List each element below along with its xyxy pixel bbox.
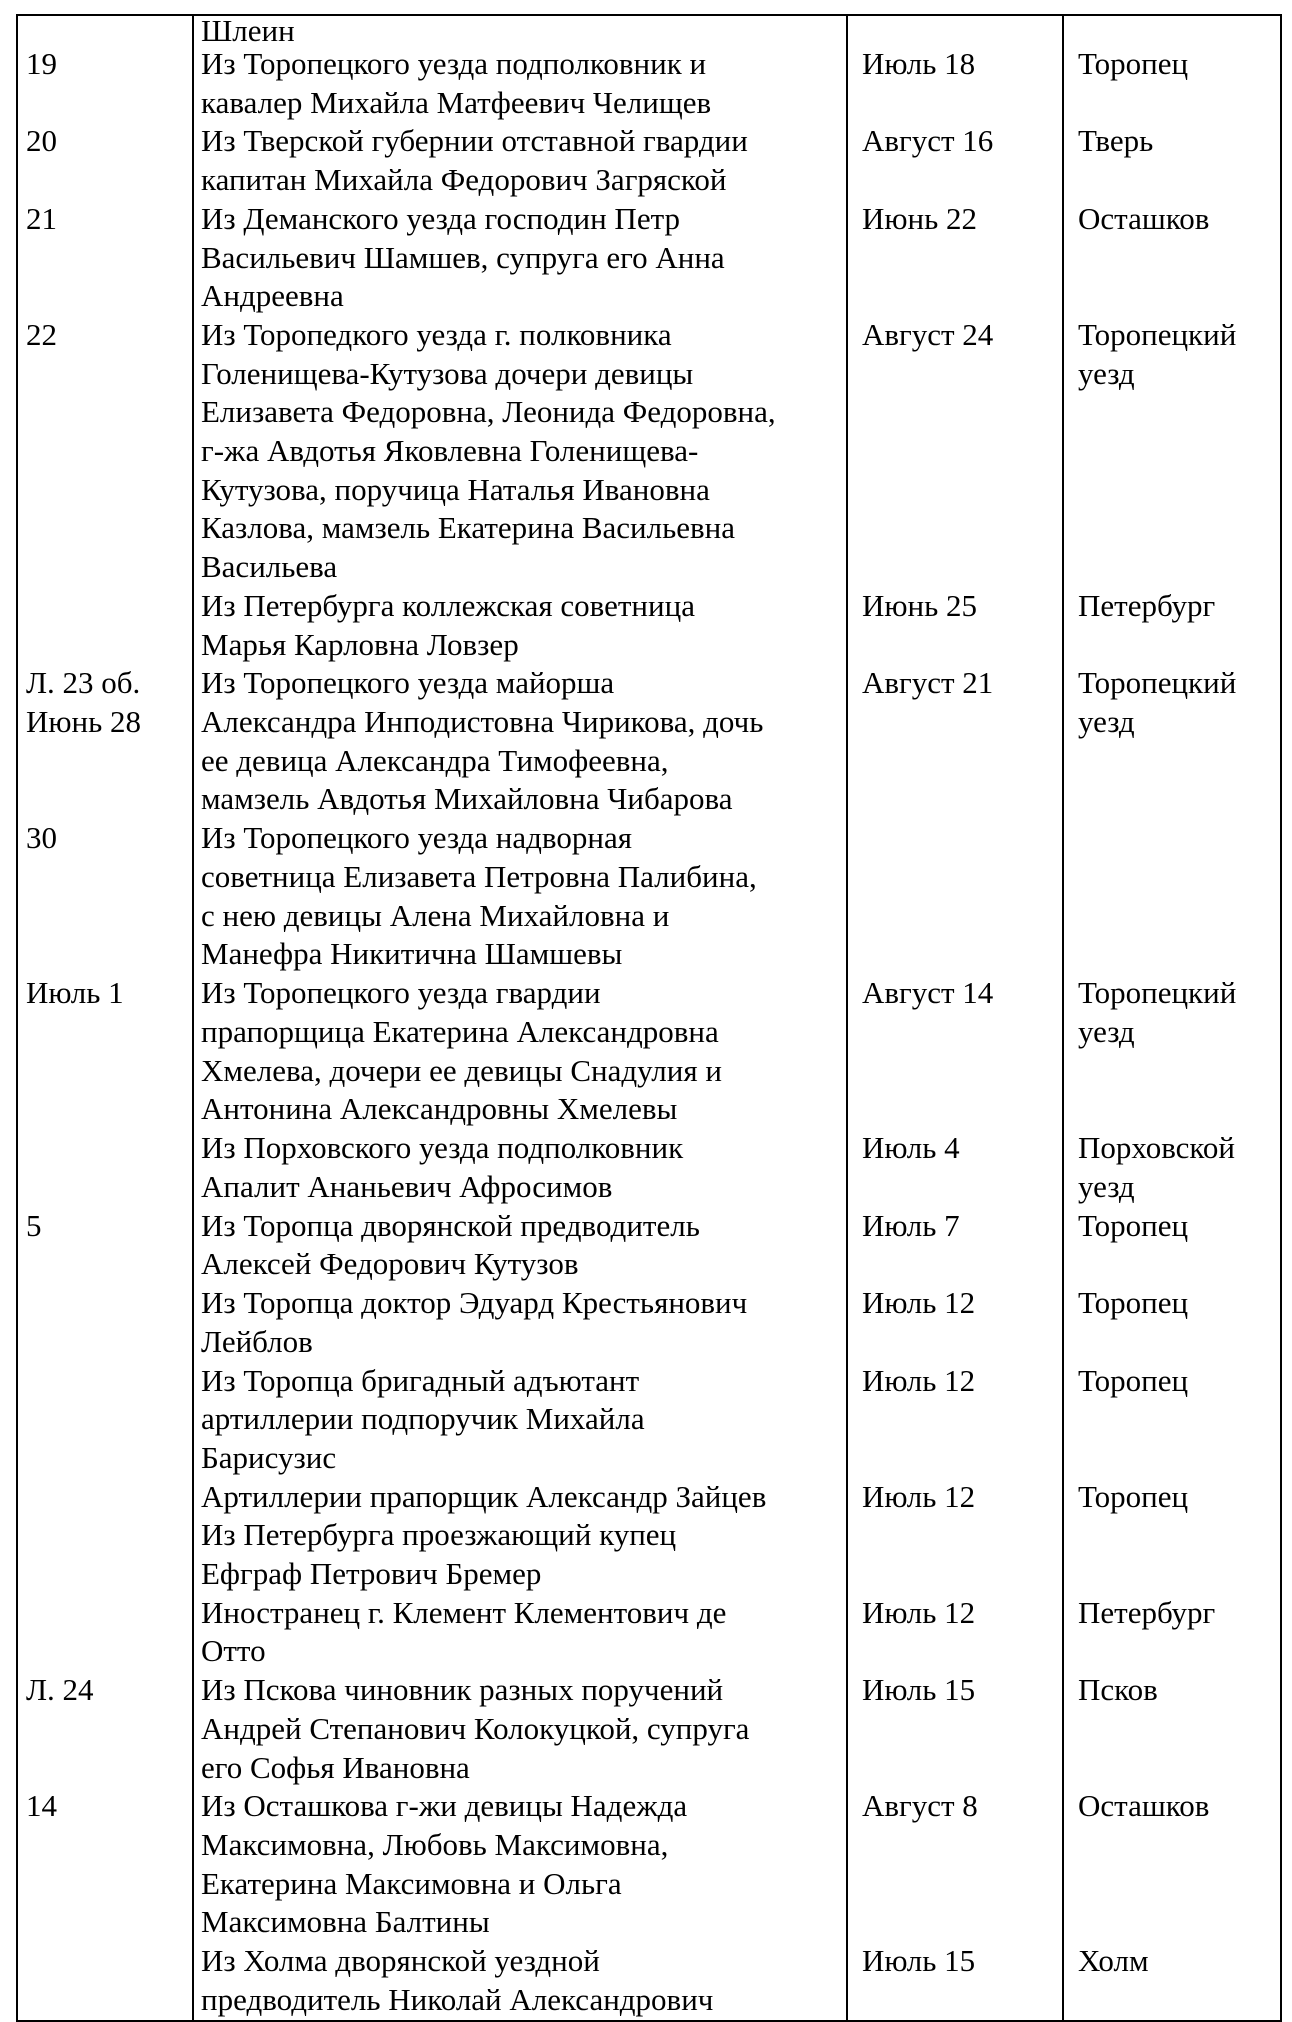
departure-cell: Июль 12: [847, 1362, 1063, 1478]
destination-cell: Тверь: [1063, 122, 1281, 199]
destination-cell: Торопецкий уезд: [1063, 664, 1281, 819]
date-cell: [17, 1594, 193, 1671]
date-cell: [17, 1129, 193, 1206]
date-cell: Июль 1: [17, 974, 193, 1129]
departure-cell: Август 21: [847, 664, 1063, 819]
date-cell: Л. 24: [17, 1671, 193, 1787]
date-cell: 14: [17, 1787, 193, 1942]
date-cell: Л. 23 об. Июнь 28: [17, 664, 193, 819]
destination-cell: Петербург: [1063, 1594, 1281, 1671]
record-cell: Из Порховского уезда подполковник Апалит Ананьевич Афросимов: [193, 1129, 847, 1206]
destination-cell: Псков: [1063, 1671, 1281, 1787]
departure-cell: Август 14: [847, 974, 1063, 1129]
date-cell: [17, 1362, 193, 1478]
date-cell: [17, 1942, 193, 2020]
record-cell: Из Торопецкого уезда майорша Александра Инподистовна Чирикова, дочь ее девица Александра Тимофеевна, мамзель Авдотья Михайловна Чибарова: [193, 664, 847, 819]
table-row: [17, 974, 1281, 1129]
departure-cell: Июль 4: [847, 1129, 1063, 1206]
departure-cell: Июнь 22: [847, 200, 1063, 316]
destination-cell: [1063, 15, 1281, 45]
table-row: [17, 1207, 1281, 1284]
document-table: [16, 14, 1282, 2022]
departure-cell: [847, 819, 1063, 974]
table-row: [17, 1478, 1281, 1594]
destination-cell: Торопецкий уезд: [1063, 316, 1281, 587]
destination-cell: Осташков: [1063, 1787, 1281, 1942]
date-cell: 19: [17, 45, 193, 122]
destination-cell: Торопец: [1063, 1362, 1281, 1478]
destination-cell: Торопец: [1063, 1207, 1281, 1284]
departure-cell: Июль 7: [847, 1207, 1063, 1284]
departure-cell: Июль 12: [847, 1478, 1063, 1594]
table-row: [17, 1362, 1281, 1478]
departure-cell: Июль 12: [847, 1284, 1063, 1361]
record-cell: Из Осташкова г-жи девицы Надежда Максимовна, Любовь Максимовна, Екатерина Максимовна и Ольга Максимовна Балтины: [193, 1787, 847, 1942]
date-cell: 30: [17, 819, 193, 974]
record-cell: Артиллерии прапорщик Александр Зайцев Из Петербурга проезжающий купец Ефграф Петрович Бремер: [193, 1478, 847, 1594]
table-row: [17, 1671, 1281, 1787]
record-cell: Из Пскова чиновник разных поручений Андрей Степанович Колокуцкой, супруга его Софья Ивановна: [193, 1671, 847, 1787]
table-row: [17, 15, 1281, 45]
table-row: [17, 200, 1281, 316]
destination-cell: Торопец: [1063, 1284, 1281, 1361]
departure-cell: Июль 15: [847, 1671, 1063, 1787]
date-cell: [17, 15, 193, 45]
table-row: [17, 1787, 1281, 1942]
destination-cell: Осташков: [1063, 200, 1281, 316]
departure-cell: Август 16: [847, 122, 1063, 199]
date-cell: 21: [17, 200, 193, 316]
departure-cell: Июнь 25: [847, 587, 1063, 664]
table-row: [17, 587, 1281, 664]
departure-cell: Июль 18: [847, 45, 1063, 122]
table-row: [17, 1284, 1281, 1361]
record-cell: Из Петербурга коллежская советница Марья Карловна Ловзер: [193, 587, 847, 664]
record-cell: Из Торопедкого уезда г. полковника Голенищева-Кутузова дочери девицы Елизавета Федоровна, Леонида Федоровна, г-жа Авдотья Яковлевна Голенищева- Кутузова, поручица Наталья Ивановна Казлова, мамзель Екатерина Васильевна Васильева: [193, 316, 847, 587]
record-cell: Из Деманского уезда господин Петр Васильевич Шамшев, супруга его Анна Андреевна: [193, 200, 847, 316]
date-cell: [17, 587, 193, 664]
table-row: [17, 316, 1281, 587]
record-cell: Из Торопецкого уезда гвардии прапорщица Екатерина Александровна Хмелева, дочери ее девицы Снадулия и Антонина Александровны Хмелевы: [193, 974, 847, 1129]
record-cell: Из Холма дворянской уездной предводитель Николай Александрович: [193, 1942, 847, 2020]
departure-cell: Июль 12: [847, 1594, 1063, 1671]
table-row: [17, 664, 1281, 819]
destination-cell: Порховской уезд: [1063, 1129, 1281, 1206]
record-cell: Из Торопца доктор Эдуард Крестьянович Лейблов: [193, 1284, 847, 1361]
record-cell: Из Тверской губернии отставной гвардии капитан Михайла Федорович Загряской: [193, 122, 847, 199]
record-cell: Из Торопца дворянской предводитель Алексей Федорович Кутузов: [193, 1207, 847, 1284]
destination-cell: Торопец: [1063, 45, 1281, 122]
departure-cell: [847, 15, 1063, 45]
table-row: [17, 122, 1281, 199]
destination-cell: Торопец: [1063, 1478, 1281, 1594]
record-cell: Из Торопца бригадный адъютант артиллерии подпоручик Михайла Барисузис: [193, 1362, 847, 1478]
departure-cell: Август 24: [847, 316, 1063, 587]
table-row: [17, 45, 1281, 122]
record-cell: Из Торопецкого уезда надворная советница Елизавета Петровна Палибина, с нею девицы Алена Михайловна и Манефра Никитична Шамшевы: [193, 819, 847, 974]
table-row: [17, 819, 1281, 974]
record-cell: Шлеин: [193, 15, 847, 45]
table-row: [17, 1594, 1281, 1671]
destination-cell: Холм: [1063, 1942, 1281, 2020]
date-cell: 5: [17, 1207, 193, 1284]
departure-cell: Июль 15: [847, 1942, 1063, 2020]
table-row: [17, 1942, 1281, 2020]
date-cell: [17, 1478, 193, 1594]
date-cell: 20: [17, 122, 193, 199]
destination-cell: [1063, 819, 1281, 974]
record-cell: Иностранец г. Клемент Клементович де Отто: [193, 1594, 847, 1671]
date-cell: [17, 1284, 193, 1361]
departure-cell: Август 8: [847, 1787, 1063, 1942]
destination-cell: Петербург: [1063, 587, 1281, 664]
record-cell: Из Торопецкого уезда подполковник и кавалер Михайла Матфеевич Челищев: [193, 45, 847, 122]
date-cell: 22: [17, 316, 193, 587]
table-row: [17, 1129, 1281, 1206]
destination-cell: Торопецкий уезд: [1063, 974, 1281, 1129]
